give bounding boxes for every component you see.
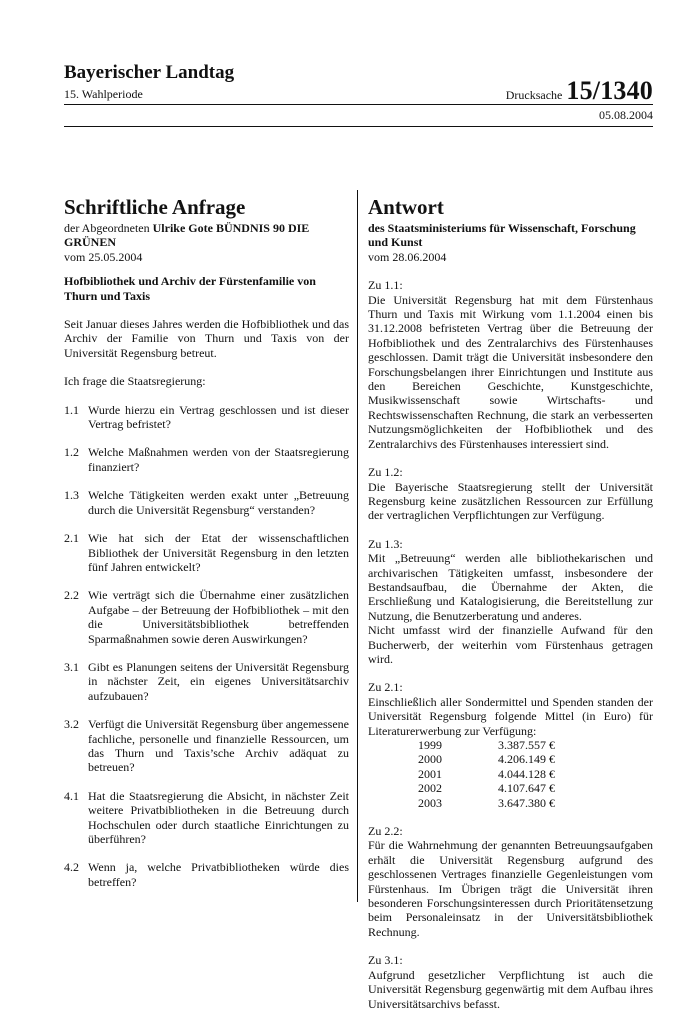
question-number: 2.2 <box>64 588 79 603</box>
answer-2-2 <box>368 824 653 939</box>
answer-column <box>368 195 653 1011</box>
funds-year: 2000 <box>418 752 442 767</box>
inquiry-ask: Ich frage die Staatsregierung: <box>64 374 206 389</box>
funds-year: 2003 <box>418 795 442 810</box>
question-number: 1.2 <box>64 445 79 460</box>
question-item <box>64 445 349 474</box>
answer-text: Mit „Betreuung“ werden alle bibliothekarischen und archivarischen Tätigkeiten umfasst, insbesondere der Bestandsaufbau, die Übernahme der Akten, die Erschließung und Katalogisierung, die Bereitstellung zur Nutzung, die Benutzerberatung und anderes. <box>368 551 653 623</box>
header-rule-top <box>64 104 653 105</box>
question-text: Wie hat sich der Etat der wissenschaftlichen Bibliothek der Universität Regensburg in den letzten fünf Jahren entwickelt? <box>88 531 349 574</box>
table-row <box>418 796 555 810</box>
legislative-period: 15. Wahlperiode <box>64 87 143 101</box>
funds-amount: 3.387.557 € <box>498 738 555 752</box>
header-rule-bottom <box>64 126 653 127</box>
question-text: Welche Tätigkeiten werden exakt unter „Betreuung durch die Universität Regensburg“ verstanden? <box>88 488 349 517</box>
answer-heading: Zu 3.1: <box>368 953 403 968</box>
inquiry-by-prefix: der Abgeordneten <box>64 221 150 235</box>
answer-title: Antwort <box>368 195 444 219</box>
table-row <box>418 752 555 766</box>
question-item <box>64 403 349 432</box>
question-text: Wie verträgt sich die Übernahme einer zusätzlichen Aufgabe – der Betreuung der Hofbibliothek – mit den die Universitätsbibliothek betreffenden Sparmaßnahmen sowie deren Auswirkungen? <box>88 588 349 646</box>
answer-1-3 <box>368 537 653 667</box>
answer-heading: Zu 2.2: <box>368 824 403 839</box>
answer-1-1 <box>368 278 653 451</box>
answer-heading: Zu 1.3: <box>368 536 403 551</box>
answer-ministry: des Staatsministeriums für Wissenschaft, Forschung und Kunst <box>368 221 636 250</box>
funds-year: 2001 <box>418 766 442 781</box>
answer-1-2 <box>368 465 653 523</box>
table-row <box>418 767 555 781</box>
inquiry-column <box>64 195 349 889</box>
answer-heading: Zu 1.2: <box>368 465 403 480</box>
answer-3-1 <box>368 953 653 1011</box>
funds-amount: 3.647.380 € <box>498 795 555 810</box>
question-number: 2.1 <box>64 531 79 546</box>
question-item <box>64 717 349 775</box>
answer-2-1 <box>368 680 653 810</box>
question-item <box>64 488 349 517</box>
question-text: Hat die Staatsregierung die Absicht, in nächster Zeit weitere Privatbibliotheken in die Betreuung durch Hochschulen oder durch staatliche Einrichtungen zu überführen? <box>88 788 349 846</box>
question-item <box>64 531 349 574</box>
funds-year: 1999 <box>418 738 442 752</box>
document-label: Drucksache <box>505 88 563 102</box>
inquiry-author: Ulrike Gote BÜNDNIS 90 DIE GRÜNEN <box>64 221 310 250</box>
answer-text: Die Universität Regensburg hat mit dem Fürstenhaus Thurn und Taxis mit Wirkung vom 1.1.2004 einen bis 31.12.2008 befristeten Vertrag über die Betreuung der Hofbibliothek und des Zentralarchivs des Fürstenhauses geschlossen. Damit trägt die Universität insbesondere den Forschungsbelangen ihrer Einrichtungen und Institute aus den Bereichen Geschichte, Kunstgeschichte, Musikwissenschaft sowie Wirtschafts- und Rechtswissenschaften Rechnung, die stark an verbesserten Nutzungsmöglichkeiten der Hofbibliothek und des Zentralarchivs des Fürstenhauses interessiert sind. <box>368 292 653 451</box>
question-text: Wurde hierzu ein Vertrag geschlossen und ist dieser Vertrag befristet? <box>88 402 349 432</box>
document-number: 15/1340 <box>566 76 653 105</box>
question-number: 4.1 <box>64 788 79 803</box>
document-date: 05.08.2004 <box>599 108 653 122</box>
question-number: 3.2 <box>64 717 79 732</box>
question-number: 3.1 <box>64 659 79 674</box>
funds-table <box>418 738 555 810</box>
answer-heading: Zu 1.1: <box>368 278 403 293</box>
column-divider <box>357 190 358 902</box>
answer-text: Aufgrund gesetzlicher Verpflichtung ist auch die Universität Regensburg gegenwärtig mit dem Aufbau ihres Universitätsarchivs befasst. <box>368 967 653 1011</box>
funds-year: 2002 <box>418 781 442 796</box>
question-text: Verfügt die Universität Regensburg über angemessene fachliche, personelle und finanzielle Ressourcen, um das Thurn und Taxis’sche Archiv adäquat zu betreuen? <box>88 717 349 775</box>
answer-text: Für die Wahrnehmung der genannten Betreuungsaufgaben erhält die Universität Regensburg aufgrund des geschlossenen Vertrages finanzielle Gegenleistungen vom Fürstenhaus. Im Übrigen trägt die Universität ihren besonderen Forschungsinteressen durch Prioritätensetzung beim Personaleinsatz in der Universitätsbibliothek Rechnung. <box>368 838 653 939</box>
answer-text: Die Bayerische Staatsregierung stellt der Universität Regensburg keine zusätzlichen Ressourcen zur Erfüllung der vertraglichen Verpflichtungen zur Verfügung. <box>368 479 653 523</box>
inquiry-topic: Hofbibliothek und Archiv der Fürstenfamilie von Thurn und Taxis <box>64 274 316 303</box>
question-item <box>64 789 349 847</box>
question-item <box>64 660 349 703</box>
answer-text-continued: Nicht umfasst wird der finanzielle Aufwand für den Bucherwerb, der weiterhin vom Fürstenhaus getragen wird. <box>368 623 653 666</box>
question-number: 4.2 <box>64 860 79 875</box>
answer-text: Einschließlich aller Sondermittel und Spenden standen der Universität Regensburg folgende Mittel (in Euro) für Literaturerwerbung zur Verfügung: <box>368 694 653 738</box>
funds-amount: 4.206.149 € <box>498 752 555 767</box>
answer-date: vom 28.06.2004 <box>368 249 447 264</box>
table-row <box>418 781 555 795</box>
question-item <box>64 860 349 889</box>
inquiry-date: vom 25.05.2004 <box>64 249 143 264</box>
inquiry-author-line <box>64 221 349 250</box>
funds-amount: 4.044.128 € <box>498 766 555 781</box>
answer-heading: Zu 2.1: <box>368 680 403 695</box>
inquiry-intro: Seit Januar dieses Jahres werden die Hofbibliothek und das Archiv der Familie von Thurn und Taxis von der Universität Regensburg betreut. <box>64 317 349 360</box>
funds-amount: 4.107.647 € <box>498 781 555 796</box>
parliament-name: Bayerischer Landtag <box>64 62 235 83</box>
question-text: Wenn ja, welche Privatbibliotheken würde dies betreffen? <box>88 860 349 889</box>
inquiry-title: Schriftliche Anfrage <box>64 195 246 219</box>
table-row <box>418 738 555 752</box>
question-text: Welche Maßnahmen werden von der Staatsregierung finanziert? <box>88 445 349 474</box>
question-number: 1.3 <box>64 488 79 503</box>
question-item <box>64 588 349 646</box>
question-text: Gibt es Planungen seitens der Universität Regensburg in nächster Zeit, ein eigenes Universitätsarchiv aufzubauen? <box>88 659 349 703</box>
question-number: 1.1 <box>64 402 79 417</box>
document-reference <box>506 76 653 106</box>
